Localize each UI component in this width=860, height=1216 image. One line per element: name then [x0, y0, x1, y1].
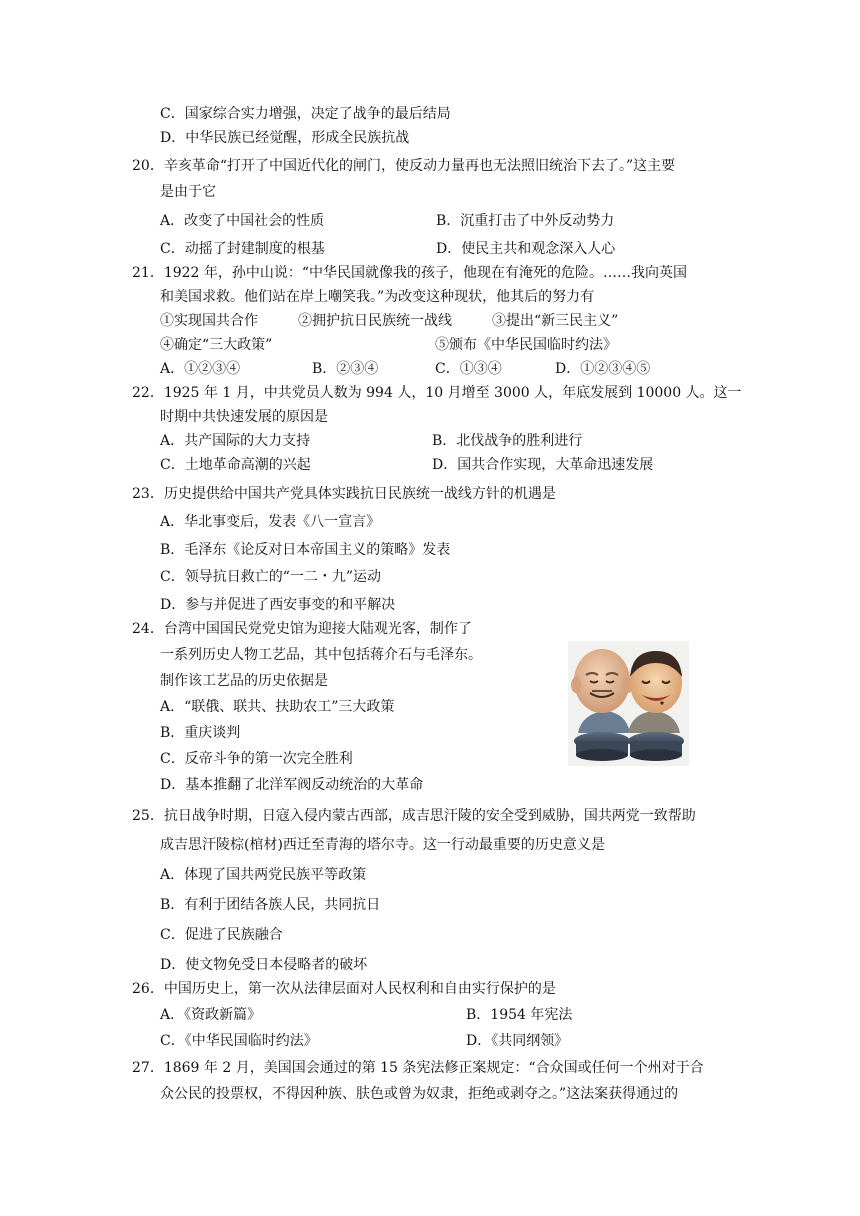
- q25-stem-line2: 成吉思汗陵棕(棺材)西迁至青海的塔尔寺。这一行动最重要的历史意义是: [160, 837, 605, 853]
- q20-option-d: D．使民主共和观念深入人心: [436, 241, 616, 257]
- q22-option-b: B．北伐战争的胜利进行: [432, 433, 583, 449]
- q21-item-5: ⑤颁布《中华民国临时约法》: [435, 337, 617, 353]
- q20-stem-line1: 20．辛亥革命“打开了中国近代化的闸门，使反动力量再也无法照旧统治下去了。”这主要: [132, 158, 676, 174]
- q23-option-c: C．领导抗日救亡的“一二・九”运动: [160, 569, 382, 585]
- q21-option-a: A．①②③④: [160, 361, 241, 377]
- q23-option-d: D．参与并促进了西安事变的和平解决: [160, 597, 396, 613]
- q24-option-c: C．反帝斗争的第一次完全胜利: [160, 751, 353, 767]
- q27-stem-line2: 众公民的投票权，不得因种族、肤色或曾为奴隶，拒绝或剥夺之。”这法案获得通过的: [160, 1086, 679, 1102]
- q21-stem-line1: 21．1922 年，孙中山说：“中华民国就像我的孩子，他现在有淹死的危险。……我向英国: [132, 265, 688, 281]
- q22-option-d: D．国共合作实现，大革命迅速发展: [432, 457, 654, 473]
- q22-option-a: A．共产国际的大力支持: [160, 433, 311, 449]
- figurines-photo: [568, 641, 689, 766]
- q26-stem-line1: 26．中国历史上，第一次从法律层面对人民权利和自由实行保护的是: [132, 981, 556, 997]
- q21-item-1: ①实现国共合作: [160, 313, 258, 329]
- q23-stem-line1: 23．历史提供给中国共产党具体实践抗日民族统一战线方针的机遇是: [132, 486, 556, 502]
- q24-option-d: D．基本推翻了北洋军阀反动统治的大革命: [160, 777, 424, 793]
- q20-stem-line2: 是由于它: [160, 184, 216, 200]
- q26-option-d: D．《共同纲领》: [466, 1033, 569, 1049]
- q21-option-d: D．①②③④⑤: [555, 361, 651, 377]
- q26-option-c: C．《中华民国临时约法》: [160, 1033, 318, 1049]
- q21-item-2: ②拥护抗日民族统一战线: [298, 313, 452, 329]
- q21-option-b: B．②③④: [312, 361, 379, 377]
- q25-option-d: D．使文物免受日本侵略者的破坏: [160, 957, 368, 973]
- q20-option-c: C．动摇了封建制度的根基: [160, 241, 325, 257]
- q20-option-b: B．沉重打击了中外反动势力: [436, 213, 615, 229]
- q19-option-c: C．国家综合实力增强，决定了战争的最后结局: [160, 106, 451, 122]
- q21-option-c: C．①③④: [435, 361, 502, 377]
- q20-option-a: A．改变了中国社会的性质: [160, 213, 325, 229]
- q21-item-3: ③提出“新三民主义”: [492, 313, 619, 329]
- q19-option-d: D．中华民族已经觉醒，形成全民族抗战: [160, 130, 410, 146]
- q26-option-b: B．1954 年宪法: [466, 1007, 573, 1023]
- figurines-illustration: [568, 641, 689, 766]
- q25-option-b: B．有利于团结各族人民，共同抗日: [160, 897, 381, 913]
- q21-item-4: ④确定“三大政策”: [160, 337, 273, 353]
- q24-stem-line2: 一系列历史人物工艺品，其中包括蒋介石与毛泽东。: [160, 647, 482, 663]
- q26-option-a: A．《资政新篇》: [160, 1007, 262, 1023]
- q23-option-b: B．毛泽东《论反对日本帝国主义的策略》发表: [160, 542, 451, 558]
- q24-stem-line1: 24．台湾中国国民党党史馆为迎接大陆观光客，制作了: [132, 621, 472, 637]
- q22-option-c: C．土地革命高潮的兴起: [160, 457, 311, 473]
- q22-stem-line2: 时期中共快速发展的原因是: [160, 409, 328, 425]
- q21-stem-line2: 和美国求救。他们站在岸上嘲笑我。”为改变这种现状，他其后的努力有: [160, 289, 595, 305]
- q25-option-a: A．体现了国共两党民族平等政策: [160, 867, 367, 883]
- q23-option-a: A．华北事变后，发表《八一宣言》: [160, 514, 381, 530]
- q24-option-b: B．重庆谈判: [160, 725, 241, 741]
- q24-option-a: A．“联俄、联共、扶助农工”三大政策: [160, 699, 395, 715]
- q22-stem-line1: 22．1925 年 1 月，中共党员人数为 994 人，10 月增至 3000 人，年底发展到 10000 人。这一: [132, 385, 742, 401]
- q25-option-c: C．促进了民族融合: [160, 927, 283, 943]
- q25-stem-line1: 25．抗日战争时期，日寇入侵内蒙古西部，成吉思汗陵的安全受到威胁，国共两党一致帮助: [132, 808, 696, 824]
- q27-stem-line1: 27．1869 年 2 月，美国国会通过的第 15 条宪法修正案规定：“合众国或任何一个州对于合: [132, 1060, 704, 1076]
- q24-stem-line3: 制作该工艺品的历史依据是: [160, 673, 328, 689]
